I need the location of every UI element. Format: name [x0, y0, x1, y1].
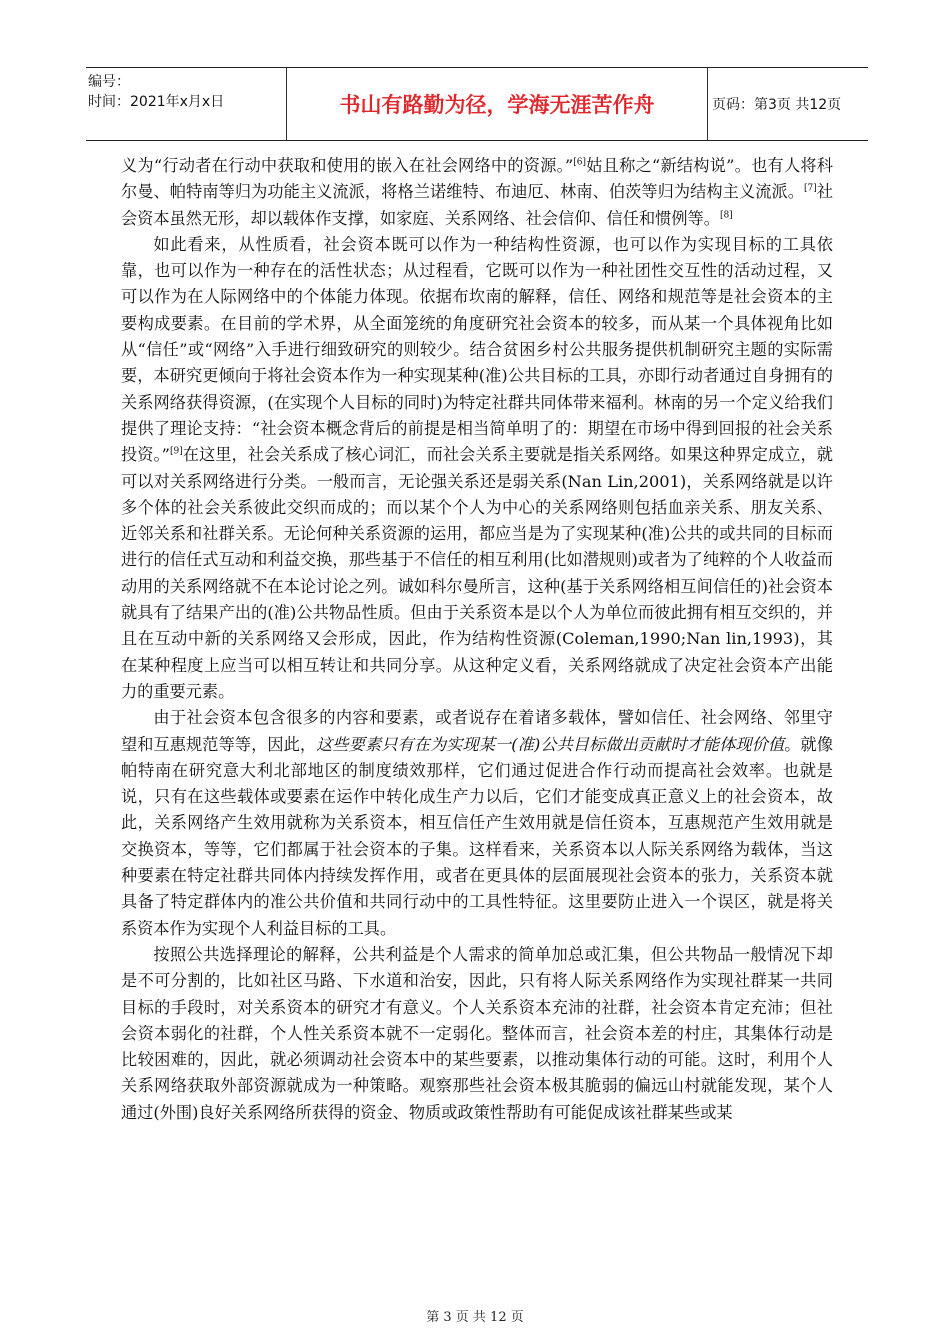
document-number-label: 编号： — [88, 74, 130, 90]
paragraph-2 — [121, 232, 833, 705]
paragraph-3-emphasis: 这些要素只有在为实现某一(准)公共目标做出贡献时才能体现价值 — [316, 734, 785, 754]
document-body — [121, 153, 833, 1126]
citation-ref: [9] — [169, 446, 183, 457]
paragraph-1-text-a: 义为“行动者在行动中获取和使用的嵌入在社会网络中的资源。” — [121, 156, 574, 175]
paragraph-3-text-b: 。就像帕特南在研究意大利北部地区的制度绩效那样，它们通过促进合作行动而提高社会效率。也就是说，只有在这些载体或要素在运作中转化成生产力以后，它们才能变成真正意义上的社会资本，故此，关系网络产生效用就称为关系资本，相互信任产生效用就是信任资本，互惠规范产生效用就是交换资本，等等，它们都属于社会资本的子集。这样看来，关系资本以人际关系网络为载体，当这种要素在特定社群共同体内持续发挥作用，或者在更具体的层面展现社会资本的张力，关系资本就具备了特定群体内的准公共价值和共同行动中的工具性特征。这里要防止进入一个误区，就是将关系资本作为实现个人利益目标的工具。 — [121, 734, 834, 938]
paragraph-1-text-c: 社会资本虽然无形，却以载体作支撑，如家庭、关系网络、社会信仰、信任和惯例等。 — [121, 182, 834, 228]
header-meta — [88, 72, 284, 136]
paragraph-2-text-b: 在这里，社会关系成了核心词汇，而社会关系主要就是指关系网络。如果这种界定成立，就可以对关系网络进行分类。一般而言，无论强关系还是弱关系(Nan Lin,2001)，关系网络就是以许多个体的社会关系彼此交织而成的；而以某个个人为中心的关系网络则包括血亲关系、朋友关系、近邻关系和社群关系。无论何种关系资源的运用，都应当是为了实现某种(准)公共的或共同的目标而进行的信任式互动和利益交换，那些基于不信任的相互利用(比如潜规则)或者为了纯粹的个人收益而动用的关系网络就不在本论讨论之列。诚如科尔曼所言，这种(基于关系网络相互间信任的)社会资本就具有了结果产出的(准)公共物品性质。但由于关系资本是以个人为单位而彼此拥有相互交织的，并且在互动中新的关系网络又会形成，因此，作为结构性资源(Coleman,1990;Nan lin,1993)，其在某种程度上应当可以相互转让和共同分享。从这种定义看，关系网络就成了决定社会资本产出能力的重要元素。 — [121, 445, 833, 701]
paragraph-4: 按照公共选择理论的解释，公共利益是个人需求的简单加总或汇集，但公共物品一般情况下却是不可分割的，比如社区马路、下水道和治安，因此，只有将人际关系网络作为实现社群某一共同目标的手段时，对关系资本的研究才有意义。个人关系资本充沛的社群，社会资本肯定充沛；但社会资本弱化的社群，个人性关系资本就不一定弱化。整体而言，社会资本差的村庄，其集体行动是比较困难的，因此，就必须调动社会资本中的某些要素，以推动集体行动的可能。这时，利用个人关系网络获取外部资源就成为一种策略。观察那些社会资本极其脆弱的偏远山村就能发现，某个人通过(外围)良好关系网络所获得的资金、物质或政策性帮助有可能促成该社群某些或某 — [121, 944, 833, 1122]
paragraph-1 — [121, 153, 833, 232]
document-time-label: 时间：2021年x月x日 — [88, 94, 225, 110]
header-page-info: 页码：第3页 共12页 — [712, 97, 842, 113]
paragraph-1-text-b: 姑且称之“新结构说”。也有人将科尔曼、帕特南等归为功能主义流派，将格兰诺维特、布迪厄、林南、伯茨等归为结构主义流派。 — [121, 156, 833, 202]
citation-ref: [6] — [573, 157, 586, 168]
paragraph-3-text-a: 由于社会资本包含很多的内容和要素，或者说存在着诸多载体，譬如信任、社会网络、邻里守望和互惠规范等等，因此， — [121, 708, 833, 754]
citation-ref: [8] — [719, 210, 733, 221]
page-footer: 第 3 页 共 12 页 — [426, 1310, 524, 1325]
page-header — [86, 67, 868, 141]
paragraph-3 — [121, 705, 833, 942]
paragraph-2-text-a: 如此看来，从性质看，社会资本既可以作为一种结构性资源，也可以作为实现目标的工具依靠，也可以作为一种存在的活性状态；从过程看，它既可以作为一种社团性交互性的活动过程，又可以作为在人际网络中的个体能力体现。依据布坎南的解释，信任、网络和规范等是社会资本的主要构成要素。在目前的学术界，从全面笼统的角度研究社会资本的较多，而从某一个具体视角比如从“信任”或“网络”入手进行细致研究的则较少。结合贫困乡村公共服务提供机制研究主题的实际需要，本研究更倾向于将社会资本作为一种实现某种(准)公共目标的工具，亦即行动者通过自身拥有的关系网络获得资源，(在实现个人目标的同时)为特定社群共同体带来福利。林南的另一个定义给我们提供了理论支持：“社会资本概念背后的前提是相当简单明了的：期望在市场中得到回报的社会关系投资。” — [121, 234, 833, 465]
citation-ref: [7] — [804, 183, 817, 194]
header-motto: 书山有路勤为径，学海无涯苦作舟 — [286, 68, 708, 140]
